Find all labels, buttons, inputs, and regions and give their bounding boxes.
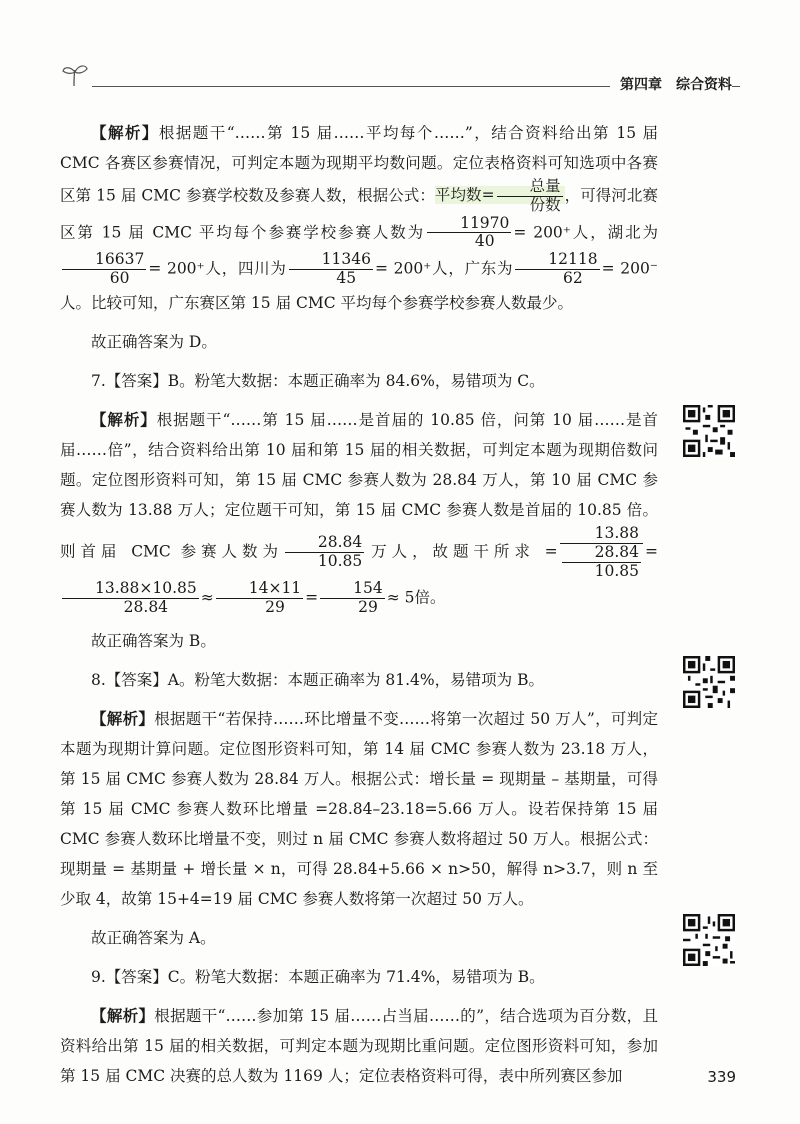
analysis-label: 【解析】	[91, 409, 157, 429]
q6-analysis-text: 根据题干“……第 15 届……平均每个……”，结合资料给出第 15 届 CMC 各赛区参赛情况，可判定本题为现期平均数问题。定位表格资料可知选项中各赛区第 15 届 CMC 参赛学校数及参赛人数，根据公式：	[60, 124, 658, 205]
guangdong-denominator: 62	[563, 269, 583, 288]
q8-answer: 故正确答案为 A。	[91, 928, 216, 947]
q7-f2-inner-fraction	[560, 544, 643, 581]
q7-f3-denominator: 28.84	[123, 598, 169, 617]
q7-f5-numerator: 154	[320, 580, 385, 599]
q7-fraction-1	[285, 534, 364, 571]
q7-analysis-text: 根据题干“……第 15 届……是首届的 10.85 倍，问第 10 届……是首届……倍”，结合资料给出第 10 届和第 15 届的相关数据，可判定本题为现期倍数问题。定位图形资料可知，第 15 届 CMC 参赛人数为 28.84 万人，第 10 届 CMC 参赛人数为 13.88 万人；定位题干可知，第 15 届 CMC 参赛人数是首届的 10.85 倍。则首届 CMC 参赛人数为	[60, 410, 658, 561]
q7-tail: ≈ 5倍。	[386, 588, 446, 607]
chapter-number: 第四章	[620, 77, 662, 93]
q7-fraction-2	[560, 525, 643, 580]
q7-mid-text: 万人，故题干所求 =	[366, 542, 558, 561]
page-header	[60, 60, 740, 100]
after-formula: ，可得河北赛区第 15 届 CMC 平均每个参赛学校参赛人数为	[60, 186, 658, 241]
guangdong-result: = 200⁻人。比较可知，广东赛区第 15 届 CMC 平均每个参赛学校参赛人数最少。	[60, 259, 658, 312]
q8-answer-head: 8.【答案】A。粉笔大数据：本题正确率为 81.4%，易错项为 B。	[91, 670, 544, 689]
q9-analysis	[60, 1001, 658, 1091]
hubei-denominator: 60	[109, 269, 130, 288]
sprout-icon	[60, 60, 90, 90]
formula-denominator: 份数	[529, 195, 561, 214]
q8-analysis	[60, 704, 658, 914]
analysis-label: 【解析】	[91, 708, 155, 728]
q7-f2-inner-numerator: 28.84	[562, 544, 641, 563]
q7-f3-numerator: 13.88×10.85	[62, 580, 199, 599]
page-content	[60, 118, 658, 1100]
sichuan-denominator: 45	[336, 269, 357, 288]
sichuan-prefix: 四川为	[237, 259, 287, 278]
hubei-numerator: 16637	[62, 251, 146, 270]
q7-equals-1: =	[645, 542, 658, 561]
hebei-denominator: 40	[474, 232, 495, 251]
guangdong-numerator: 12118	[515, 251, 599, 270]
q7-answer-head: 7.【答案】B。粉笔大数据：本题正确率为 84.6%，易错项为 C。	[91, 371, 545, 390]
q7-fraction-4	[216, 580, 303, 617]
q7-f2-inner-denominator: 10.85	[594, 561, 639, 580]
q6-answer: 故正确答案为 D。	[91, 332, 217, 351]
hubei-fraction	[62, 251, 146, 288]
q7-fraction-5	[320, 580, 385, 617]
hebei-numerator: 11970	[427, 215, 511, 234]
analysis-label: 【解析】	[91, 1005, 155, 1025]
q7-f4-denominator: 29	[265, 598, 285, 617]
sichuan-fraction	[289, 251, 373, 288]
hebei-result: = 200⁺人，湖北为	[513, 222, 658, 241]
formula-numerator: 总量	[497, 178, 563, 197]
q7-f1-denominator: 10.85	[317, 552, 363, 571]
formula-fraction	[497, 178, 563, 215]
qr-code-icon[interactable]	[683, 656, 735, 708]
chapter-name: 综合资料	[676, 77, 732, 93]
q9-analysis-text: 根据题干“……参加第 15 届……占当届……的”，结合选项为百分数，且资料给出第 15 届的相关数据，可判定本题为现期比重问题。定位图形资料可知，参加第 15 届 CMC 决赛的总人数为 1169 人；定位表格资料可得，表中所列赛区参加	[60, 1006, 658, 1085]
q6-analysis	[60, 118, 658, 318]
sichuan-result: = 200⁺人，广东为	[374, 259, 514, 278]
q7-analysis	[60, 405, 658, 617]
chapter-title	[610, 74, 732, 94]
mean-formula	[434, 177, 565, 214]
sichuan-numerator: 11346	[289, 251, 373, 270]
formula-lhs: 平均数=	[434, 186, 495, 205]
page-number: 339	[707, 1068, 736, 1086]
qr-code-icon[interactable]	[683, 405, 735, 457]
q7-f4-numerator: 14×11	[216, 580, 303, 599]
q7-answer: 故正确答案为 B。	[91, 631, 216, 650]
q7-f1-numerator: 28.84	[285, 534, 364, 553]
analysis-label: 【解析】	[91, 123, 159, 142]
q7-f2-numerator: 13.88	[560, 525, 643, 544]
qr-code-icon[interactable]	[683, 914, 735, 966]
guangdong-fraction	[515, 251, 599, 288]
q9-answer-head: 9.【答案】C。粉笔大数据：本题正确率为 71.4%，易错项为 B。	[91, 967, 545, 986]
q7-f5-denominator: 29	[358, 598, 378, 617]
hubei-result: = 200⁺人，	[148, 259, 238, 278]
q7-approx: ≈	[200, 588, 214, 607]
q7-fraction-3	[62, 580, 199, 617]
q8-analysis-text: 根据题干“若保持……环比增量不变……将第一次超过 50 万人”，可判定本题为现期计算问题。定位图形资料可知，第 14 届 CMC 参赛人数为 23.18 万人，第 15 届 CMC 参赛人数为 28.84 万人。根据公式：增长量 = 现期量 – 基期量，可得第 15 届 CMC 参赛人数环比增量 =28.84–23.18=5.66 万人。设若保持第 15 届 CMC 参赛人数环比增量不变，则过 n 届 CMC 参赛人数将超过 50 万人。根据公式：现期量 = 基期量 + 增长量 × n，可得 28.84+5.66 × n>50，解得 n>3.7，则 n 至少取 4，故第 15+4=19 届 CMC 参赛人数将第一次超过 50 万人。	[60, 709, 658, 908]
q7-equals-2: =	[305, 588, 319, 607]
hebei-fraction	[427, 215, 511, 252]
